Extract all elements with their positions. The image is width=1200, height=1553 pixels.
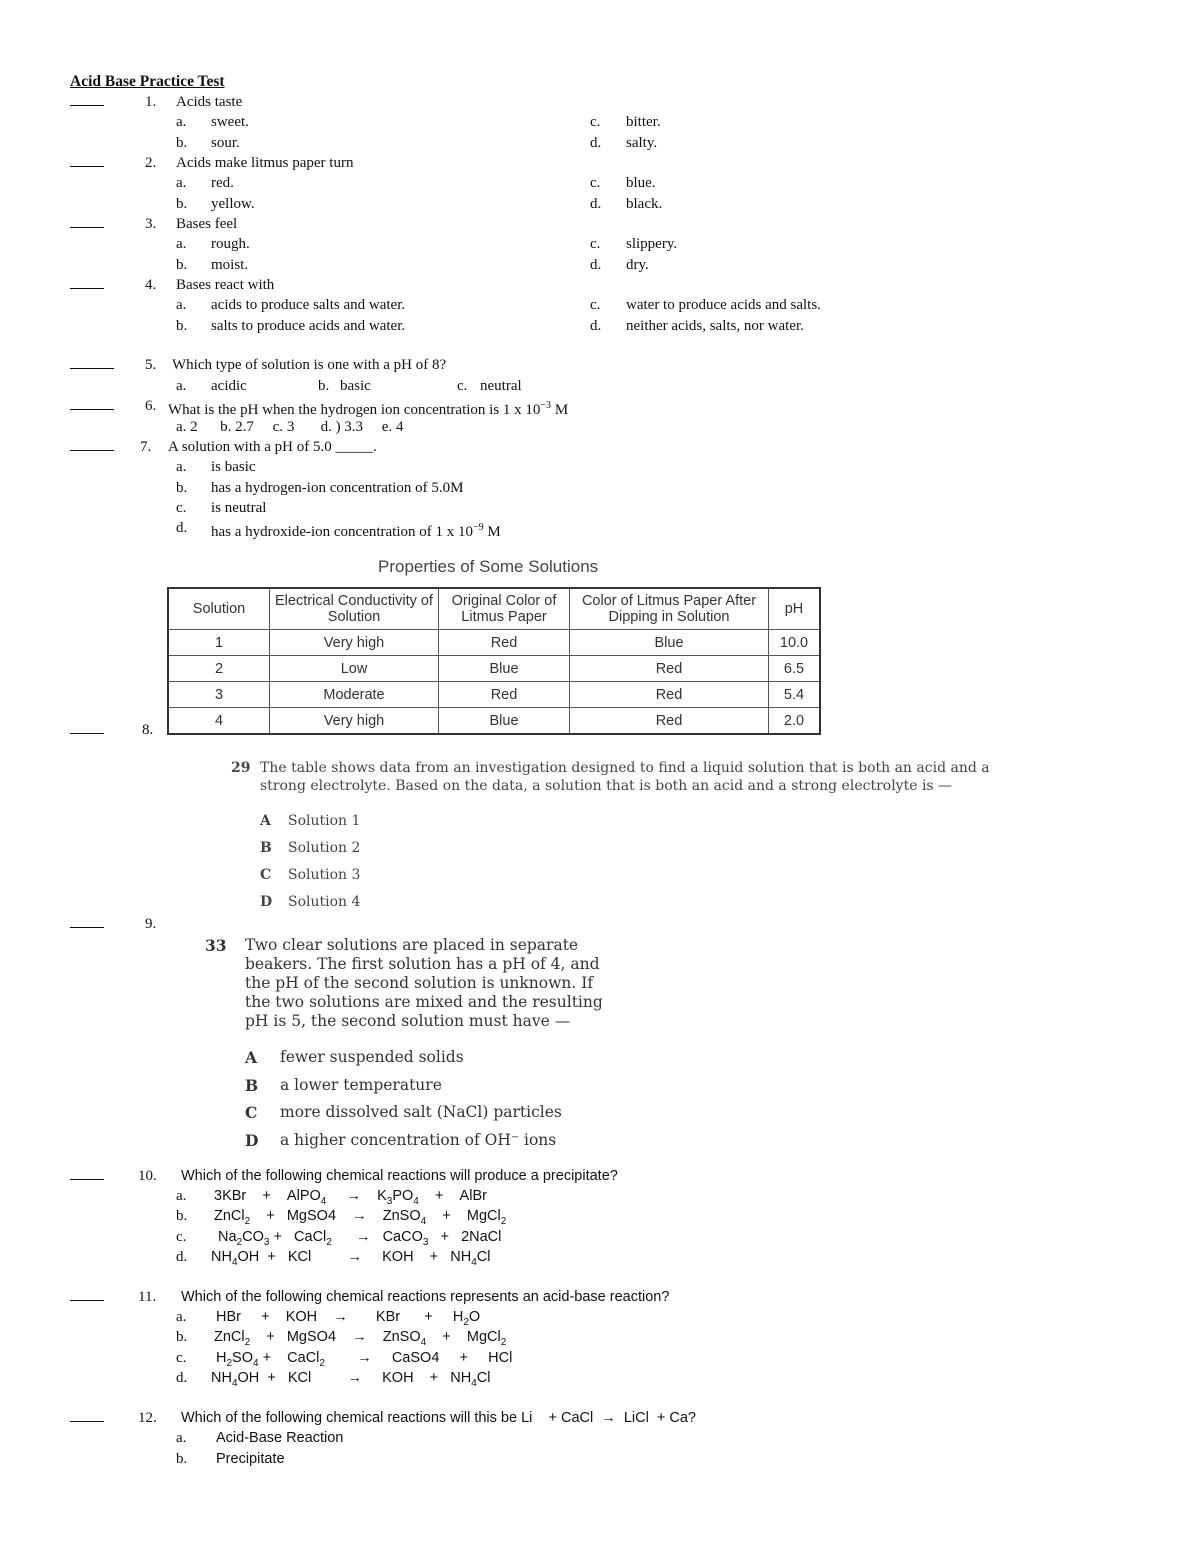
table-cell: Blue — [439, 656, 570, 682]
option-text: dry. — [626, 257, 649, 273]
option-letter: b. — [176, 196, 188, 212]
option-letter: b. — [176, 1451, 188, 1467]
reaction-c: $H_2SO_4$ + CaCl$_2$ → CaSO4 + HCl — [216, 1350, 513, 1369]
table-header-row — [168, 588, 820, 630]
table-cell: Red — [570, 656, 769, 682]
option-text: sour. — [211, 135, 240, 151]
answer-blank[interactable] — [70, 153, 104, 173]
question-stem: Acids make litmus paper turn — [176, 155, 354, 171]
question-stem: Which type of solution is one with a pH of 8? — [172, 357, 447, 373]
option-text: is basic — [211, 459, 256, 475]
option-letter: b. — [176, 480, 188, 496]
item-number: 29 — [231, 760, 251, 776]
question-stem: What is the pH when the hydrogen ion concentration is 1 x $10^{-3}$ M — [168, 400, 569, 418]
question-number: 5. — [145, 357, 157, 373]
question-stem: the pH of the second solution is unknown. If — [245, 974, 594, 992]
table-row — [168, 656, 820, 682]
option-letter: c. — [590, 175, 601, 191]
question-number: 3. — [145, 216, 157, 232]
answer-blank[interactable] — [70, 1166, 104, 1186]
reaction-d: $NH_4OH$ + KCl → KOH + $NH_4Cl$ — [211, 1249, 491, 1268]
answer-blank[interactable] — [70, 720, 104, 740]
option-letter: D — [260, 894, 273, 910]
answer-blank[interactable] — [70, 275, 104, 295]
option-text: moist. — [211, 257, 249, 273]
answer-blank[interactable] — [70, 437, 114, 457]
table-cell: 2.0 — [769, 708, 821, 735]
header-after-color: Color of Litmus Paper After Dipping in Solution — [570, 588, 769, 630]
option-row: a. 2 b. 2.7 c. 3 d. ) 3.3 e. 4 — [176, 419, 404, 435]
option-text: is neutral — [211, 500, 267, 516]
option-text: a higher concentration of OH⁻ ions — [280, 1131, 557, 1149]
option-letter: d. — [590, 318, 602, 334]
table-cell: 5.4 — [769, 682, 821, 708]
option-letter: c. — [457, 378, 468, 394]
table-cell: 1 — [168, 630, 270, 656]
answer-blank[interactable] — [70, 396, 114, 416]
question-number: 10. — [138, 1168, 157, 1184]
reaction-a: 3KBr + AlPO$_4$ → $K_3PO_4$ + AlBr — [214, 1188, 487, 1207]
option-letter: B — [245, 1076, 259, 1095]
option-letter: b. — [176, 135, 188, 151]
answer-blank[interactable] — [70, 1408, 104, 1428]
option-letter: d. — [176, 520, 188, 536]
option-text: acids to produce salts and water. — [211, 297, 406, 313]
option-letter: d. — [590, 196, 602, 212]
option-letter: b. — [176, 1329, 188, 1345]
answer-blank[interactable] — [70, 1287, 104, 1307]
option-text: Solution 2 — [288, 840, 361, 856]
option-letter: c. — [590, 114, 601, 130]
question-stem: Bases feel — [176, 216, 238, 232]
option-text: sweet. — [211, 114, 249, 130]
table-row — [168, 708, 820, 735]
option-letter: D — [245, 1131, 259, 1150]
table-cell: Red — [439, 682, 570, 708]
properties-table — [167, 587, 821, 735]
option-text: yellow. — [211, 196, 255, 212]
question-stem: beakers. The first solution has a pH of 4, and — [245, 955, 600, 973]
question-number: 8. — [142, 722, 154, 738]
question-number: 11. — [138, 1289, 157, 1305]
option-text: slippery. — [626, 236, 678, 252]
option-text: has a hydrogen-ion concentration of 5.0M — [211, 480, 464, 496]
header-ph: pH — [769, 588, 821, 630]
question-number: 7. — [140, 439, 152, 455]
header-solution: Solution — [168, 588, 270, 630]
option-letter: a. — [176, 459, 187, 475]
option-letter: a. — [176, 1309, 187, 1325]
option-text: salty. — [626, 135, 658, 151]
question-number: 12. — [138, 1410, 157, 1426]
header-conductivity: Electrical Conductivity of Solution — [270, 588, 439, 630]
question-stem: Which of the following chemical reactions will produce a precipitate? — [181, 1168, 618, 1184]
answer-blank[interactable] — [70, 914, 104, 934]
page-title: Acid Base Practice Test — [70, 73, 225, 90]
option-letter: b. — [318, 378, 330, 394]
option-text: acidic — [211, 378, 247, 394]
answer-blank[interactable] — [70, 355, 114, 375]
option-letter: C — [245, 1103, 258, 1122]
table-cell: 6.5 — [769, 656, 821, 682]
option-text: fewer suspended solids — [280, 1048, 464, 1066]
option-letter: a. — [176, 1188, 187, 1204]
table-cell: 2 — [168, 656, 270, 682]
table-title: Properties of Some Solutions — [378, 557, 599, 576]
option-letter: b. — [176, 1208, 188, 1224]
question-number: 1. — [145, 94, 157, 110]
question-number: 2. — [145, 155, 157, 171]
option-letter: c. — [590, 236, 601, 252]
option-letter: A — [260, 813, 271, 829]
option-text: water to produce acids and salts. — [626, 297, 821, 313]
option-letter: a. — [176, 1430, 187, 1446]
option-text: Solution 4 — [288, 894, 361, 910]
header-original-color: Original Color of Litmus Paper — [439, 588, 570, 630]
option-text: Precipitate — [216, 1451, 285, 1467]
option-letter: a. — [176, 175, 187, 191]
option-text: bitter. — [626, 114, 661, 130]
table-cell: Very high — [270, 630, 439, 656]
answer-blank[interactable] — [70, 92, 104, 112]
question-number: 4. — [145, 277, 157, 293]
reaction-c: $Na_2CO_3$ + CaCl$_2$ → CaCO$_3$ + 2NaCl — [214, 1229, 502, 1248]
reaction-b: ZnCl$_2$ + MgSO4 → ZnSO$_4$ + MgCl$_2$ — [214, 1208, 507, 1227]
table-cell: Low — [270, 656, 439, 682]
table-cell: Blue — [439, 708, 570, 735]
option-letter: c. — [176, 500, 187, 516]
question-stem: Bases react with — [176, 277, 275, 293]
reaction-a: HBr + KOH → KBr + $H_2O$ — [216, 1309, 481, 1328]
option-letter: B — [260, 840, 272, 856]
option-text: rough. — [211, 236, 250, 252]
option-text: a lower temperature — [280, 1076, 442, 1094]
item-number: 33 — [205, 936, 227, 955]
option-text: black. — [626, 196, 663, 212]
table-cell: Red — [570, 682, 769, 708]
question-stem: pH is 5, the second solution must have — — [245, 1012, 571, 1030]
question-stem: the two solutions are mixed and the resulting — [245, 993, 603, 1011]
table-cell: 4 — [168, 708, 270, 735]
answer-blank[interactable] — [70, 214, 104, 234]
table-row — [168, 630, 820, 656]
reaction-d: $NH_4OH$ + KCl → KOH + $NH_4Cl$ — [211, 1370, 491, 1389]
question-stem: strong electrolyte. Based on the data, a solution that is both an acid and a strong electrolyte is — — [260, 778, 953, 794]
option-letter: A — [245, 1048, 258, 1067]
question-stem: Which of the following chemical reactions represents an acid-base reaction? — [181, 1289, 670, 1305]
option-letter: d. — [176, 1249, 188, 1265]
question-stem: Which of the following chemical reactions will this be Li + CaCl → LiCl + Ca? — [181, 1410, 696, 1426]
option-letter: a. — [176, 114, 187, 130]
reaction-b: ZnCl$_2$ + MgSO4 → ZnSO$_4$ + MgCl$_2$ — [214, 1329, 507, 1348]
question-stem: The table shows data from an investigation designed to find a liquid solution that is both an acid and a — [260, 760, 990, 776]
option-text: more dissolved salt (NaCl) particles — [280, 1103, 562, 1121]
table-cell: 10.0 — [769, 630, 821, 656]
option-text: has a hydroxide-ion concentration of 1 x $10^{-9}$ M — [211, 522, 501, 540]
option-text: Acid-Base Reaction — [216, 1430, 344, 1446]
option-letter: d. — [590, 135, 602, 151]
table-cell: Red — [439, 630, 570, 656]
table-cell: Red — [570, 708, 769, 735]
option-letter: d. — [176, 1370, 188, 1386]
option-letter: b. — [176, 257, 188, 273]
option-text: salts to produce acids and water. — [211, 318, 406, 334]
option-letter: a. — [176, 378, 187, 394]
option-letter: c. — [590, 297, 601, 313]
table-cell: Very high — [270, 708, 439, 735]
question-number: 9. — [145, 916, 157, 932]
option-letter: a. — [176, 236, 187, 252]
option-text: Solution 1 — [288, 813, 361, 829]
table-cell: 3 — [168, 682, 270, 708]
option-letter: c. — [176, 1350, 187, 1366]
option-text: blue. — [626, 175, 656, 191]
option-letter: a. — [176, 297, 187, 313]
table-cell: Moderate — [270, 682, 439, 708]
option-text: Solution 3 — [288, 867, 361, 883]
option-text: basic — [340, 378, 371, 394]
option-text: neutral — [480, 378, 522, 394]
question-stem: Acids taste — [176, 94, 243, 110]
question-number: 6. — [145, 398, 157, 414]
option-letter: c. — [176, 1229, 187, 1245]
option-letter: d. — [590, 257, 602, 273]
table-cell: Blue — [570, 630, 769, 656]
option-text: neither acids, salts, nor water. — [626, 318, 804, 334]
question-stem: Two clear solutions are placed in separate — [245, 936, 579, 954]
option-letter: b. — [176, 318, 188, 334]
question-stem: A solution with a pH of 5.0 _____. — [168, 439, 377, 455]
option-letter: C — [260, 867, 272, 883]
option-text: red. — [211, 175, 234, 191]
table-row — [168, 682, 820, 708]
